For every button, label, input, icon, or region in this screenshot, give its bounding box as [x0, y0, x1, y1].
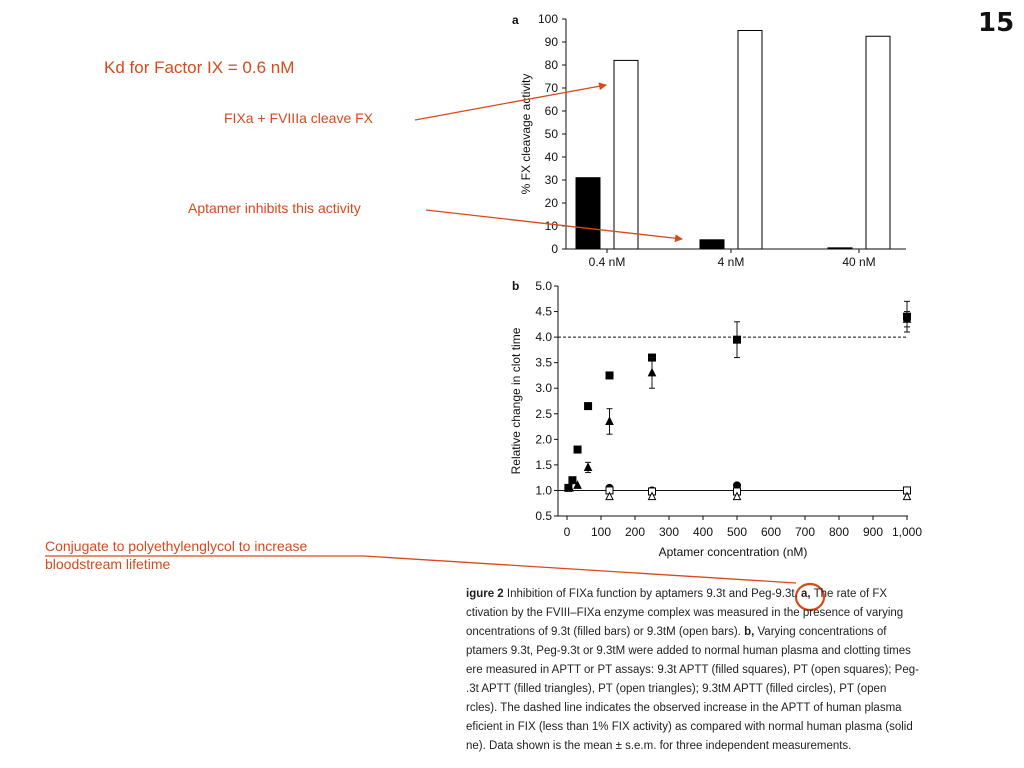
caption-line-5: ere measured in APTT or PT assays: 9.3t APTT (filled squares), PT (open squares); Peg-	[466, 664, 919, 676]
bar-open-3	[866, 36, 890, 249]
panel-b	[509, 279, 922, 559]
panel-a-y-tick-label: 100	[537, 12, 558, 26]
marker-filled-square	[574, 446, 581, 453]
caption-line-9: ne). Data shown is the mean ± s.e.m. for three independent measurements.	[466, 740, 852, 752]
bar-filled-1	[576, 178, 600, 249]
panel-a-x-labels	[589, 249, 876, 269]
panel-b-y-tick-label: 0.5	[535, 509, 552, 523]
panel-a-y-tick-label: 0	[551, 242, 558, 256]
panel-a-y-tick-label: 60	[544, 104, 558, 118]
caption-line-3-text: oncentrations of 9.3t (filled bars) or 9.3tM (open bars).	[466, 626, 745, 638]
panel-a-x-tick-label: 40 nM	[842, 255, 876, 269]
caption-line-3	[466, 623, 1018, 642]
caption-line-3-rest: Varying concentrations of	[754, 626, 887, 638]
panel-a-letter: a	[512, 13, 519, 27]
panel-a-y-ticks	[538, 12, 566, 256]
figure-caption	[466, 585, 1018, 756]
panel-b-x-tick-label: 600	[760, 525, 782, 539]
panel-b-y-tick-label: 4.5	[535, 304, 552, 319]
panel-a	[512, 12, 906, 269]
marker-filled-triangle	[606, 417, 613, 424]
panel-b-x-tick-label: 400	[692, 525, 714, 539]
panel-b-y-label: Relative change in clot time	[509, 327, 523, 475]
panel-a-x-tick-label: 0.4 nM	[588, 255, 626, 269]
panel-b-x-tick-label: 1,000	[891, 525, 923, 539]
panel-b-y-tick-label: 2.0	[535, 432, 552, 447]
panel-b-markers	[565, 301, 911, 499]
panel-b-y-tick-label: 4.0	[535, 330, 552, 345]
cleave-arrow	[415, 85, 606, 120]
bar-filled-3	[828, 248, 852, 249]
marker-filled-triangle	[649, 369, 656, 376]
panel-b-x-tick-label: 700	[794, 525, 816, 539]
caption-line-1-rest: The rate of FX	[810, 588, 888, 600]
panel-b-letter: b	[512, 279, 520, 293]
panel-b-reference-lines	[558, 337, 908, 490]
caption-line-1	[466, 585, 1018, 604]
peg-annotation-line1: Conjugate to polyethylenglycol to increase	[45, 538, 308, 554]
panel-b-x-label: Aptamer concentration (nM)	[658, 545, 808, 559]
panel-a-y-tick-label: 80	[544, 58, 558, 72]
caption-line-1-text: Inhibition of FIXa function by aptamers 9.3t and Peg-9.3t.	[503, 588, 801, 600]
panel-a-y-label: % FX cleavage activity	[519, 73, 533, 195]
panel-b-x-tick-label: 200	[624, 525, 646, 539]
slide-number: 15	[978, 8, 1015, 38]
panel-b-y-tick-label: 1.0	[535, 483, 552, 498]
caption-line-2: ctivation by the FVIII–FIXa enzyme complex was measured in the presence of varying	[466, 607, 904, 619]
panel-b-y-tick-label: 2.5	[535, 406, 552, 421]
panel-b-y-tick-label: 3.0	[535, 381, 552, 396]
caption-line-6: .3t APTT (filled triangles), PT (open triangles); 9.3tM APTT (filled circles), PT (open	[466, 683, 887, 695]
panel-b-y-tick-label: 1.5	[535, 457, 552, 472]
panel-a-y-tick-label: 30	[544, 173, 558, 187]
caption-figure-label: igure 2	[466, 588, 504, 600]
panel-b-x-tick-label: 900	[862, 525, 884, 539]
marker-filled-square	[569, 477, 576, 484]
panel-a-bars	[576, 31, 890, 250]
marker-filled-square	[734, 336, 741, 343]
panel-b-x-tick-label: 800	[828, 525, 850, 539]
panel-a-y-tick-label: 40	[544, 150, 558, 164]
kd-annotation: Kd for Factor IX = 0.6 nM	[104, 58, 295, 77]
panel-b-x-tick-label: 500	[726, 525, 748, 539]
caption-panel-b-ref: b,	[744, 626, 755, 638]
panel-a-y-tick-label: 20	[544, 196, 558, 210]
panel-b-y-tick-label: 5.0	[535, 279, 552, 293]
caption-line-4: ptamers 9.3t, Peg-9.3t or 9.3tM were added to normal human plasma and clotting times	[466, 645, 911, 657]
bar-open-2	[738, 31, 762, 250]
panel-a-x-tick-label: 4 nM	[717, 255, 745, 269]
marker-filled-square	[585, 403, 592, 410]
panel-b-x-tick-label: 100	[590, 525, 612, 539]
caption-line-7: rcles). The dashed line indicates the observed increase in the APTT of human plasma	[466, 702, 902, 714]
caption-panel-a-ref: a,	[800, 588, 811, 600]
inhibit-arrow	[426, 210, 682, 239]
panel-b-y-ticks	[535, 279, 558, 523]
panel-a-y-tick-label: 70	[544, 81, 558, 95]
panel-a-y-tick-label: 10	[544, 219, 558, 233]
panel-b-x-tick-label: 300	[658, 525, 680, 539]
inhibit-annotation: Aptamer inhibits this activity	[188, 200, 361, 216]
peg-arrow-diagonal	[364, 556, 796, 583]
peg-annotation-line2: bloodstream lifetime	[45, 556, 171, 572]
panel-a-y-tick-label: 50	[544, 127, 558, 141]
panel-b-y-tick-label: 3.5	[535, 355, 552, 370]
cleave-annotation: FIXa + FVIIIa cleave FX	[224, 110, 374, 126]
marker-filled-square	[606, 372, 613, 379]
panel-a-y-tick-label: 90	[544, 35, 558, 49]
panel-b-x-tick-label: 0	[563, 525, 571, 539]
panel-b-x-ticks	[564, 516, 923, 539]
bar-filled-2	[700, 240, 724, 249]
marker-filled-triangle	[585, 463, 592, 470]
bar-open-1	[614, 60, 638, 249]
caption-line-8: eficient in FIX (less than 1% FIX activity) as compared with normal human plasma (solid	[466, 721, 913, 733]
